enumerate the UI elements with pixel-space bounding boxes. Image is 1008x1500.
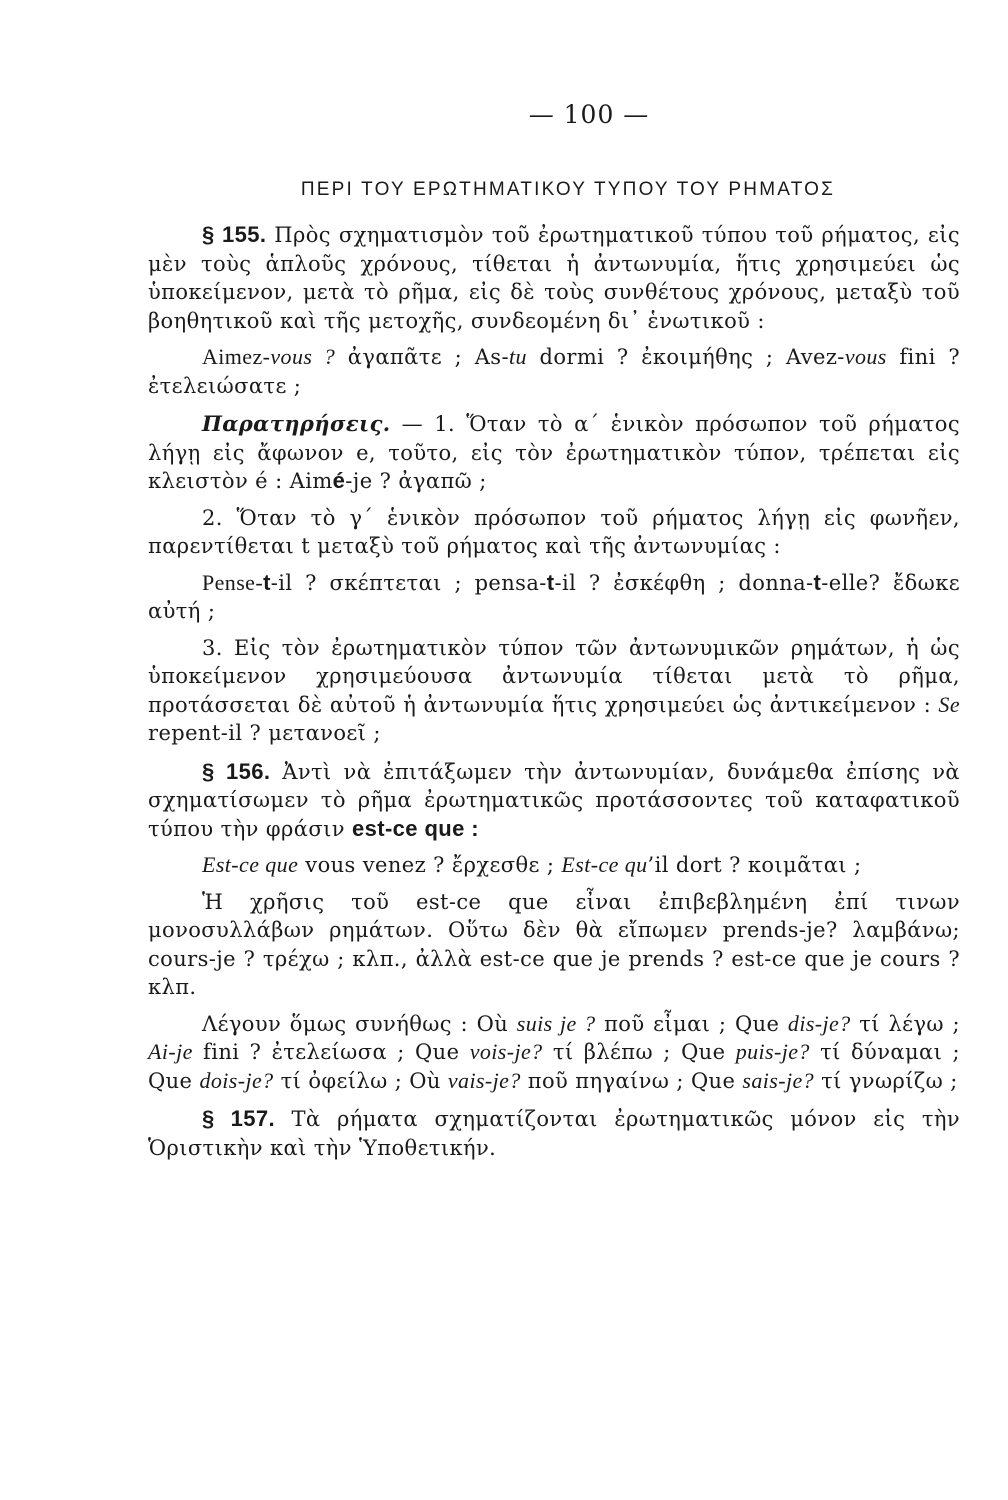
remarks-note-2: 2. Ὅταν τὸ γ´ ἑνικὸν πρόσωπον τοῦ ρήματος λήγῃ εἰς φωνῆεν, παρεντίθεται t μεταξὺ τοῦ ρήματος καὶ τῆς ἀντωνυμίας : [148,505,960,558]
remarks-note-3: 3. Εἰς τὸν ἐρωτηματικὸν τύπον τῶν ἀντωνυμικῶν ρημάτων, ἡ ὡς ὑποκείμενον χρησιμεύουσα ἀντωνυμία τίθεται μετὰ τὸ ρῆμα, προτάσσεται δὲ αὐτοῦ ἡ ἀντωνυμία ἥτις χρησιμεύει ὡς ἀντικείμενον : Se repent-il ? μετανοεῖ ; [148,635,960,745]
example-line-3: Est-ce que vous venez ? ἔρχεσθε ; Est-ce qu’il dort ? κοιμᾶται ; [202,852,862,877]
paragraph-155-text: Πρὸς σχηματισμὸν τοῦ ἐρωτηματικοῦ τύπου τοῦ ρήματος, εἰς μὲν τοὺς ἁπλοῦς χρόνους, τίθεται ἡ ἀντωνυμία, ἥτις χρησιμεύει ὡς ὑποκείμενον, μετὰ τὸ ρῆμα, εἰς δὲ τοὺς συνθέτους χρόνους, μεταξὺ τοῦ βοηθητικοῦ καὶ τῆς μετοχῆς, συνδεομένη δι᾽ ἑνωτικοῦ : [148,223,960,333]
example-line-1: Aimez-vous ? ἀγαπᾶτε ; As-tu dormi ? ἐκοιμήθης ; Avez-vous fini ? ἐτελειώσατε ; [148,344,961,398]
section-number-156: § 156. [202,758,271,784]
remarks-note-1: Παρατηρήσεις. — 1. Ὅταν τὸ α´ ἑνικὸν πρόσωπον τοῦ ρήματος λήγῃ εἰς ἄφωνον e, τοῦτο, εἰς τὸν ἐρωτηματικὸν τύπον, τρέπεται εἰς κλειστὸν é : Aimé-je ? ἀγαπῶ ; [148,411,960,493]
section-heading: ΠΕΡΙ ΤΟΥ ΕΡΩΤΗΜΑΤΙΚΟΥ ΤΥΠΟΥ ΤΟΥ ΡΗΜΑΤΟΣ [300,179,836,200]
remarks-title: Παρατηρήσεις. [202,411,391,436]
examples-paragraph: Λέγουν ὅμως συνήθως : Où suis je ? ποῦ εἶμαι ; Que dis-je? τί λέγω ; Ai-je fini ? ἐτελείωσα ; Que vois-je? τί βλέπω ; Que puis-je? τί δύναμαι ; Que dois-je? τί ὀφείλω ; Où vais-je? ποῦ πηγαίνω ; Que sais-je? τί γνωρίζω ; [148,1010,960,1093]
book-page [148,100,960,1162]
section-number-157: § 157. [202,1106,275,1131]
section-number-155: § 155. [202,222,267,247]
page-number: — 100 — [528,100,650,129]
example-line-2: Pense-t-il ? σκέπτεται ; pensa-t-il ? ἐσκέφθη ; donna-t-elle? ἔδωκε αὐτή ; [148,569,960,623]
est-ce-que-phrase: est-ce que : [351,815,480,841]
paragraph-155 [148,221,960,335]
usage-paragraph: Ἡ χρῆσις τοῦ est-ce que εἶναι ἐπιβεβλημένη ἐπί τινων μονοσυλλάβων ρημάτων. Οὕτω δὲν θὰ εἴπωμεν prends-je? λαμβάνω; cours-je ? τρέχω ; κλπ., ἀλλὰ est-ce que je prends ? est-ce que je cours ? κλπ. [148,889,960,999]
paragraph-157: § 157. Τὰ ρήματα σχηματίζονται ἐρωτηματικῶς μόνον εἰς τὴν Ὁριστικὴν καὶ τὴν Ὑποθετικήν. [148,1106,960,1160]
paragraph-156: § 156. Ἀντὶ νὰ ἐπιτάξωμεν τὴν ἀντωνυμίαν, δυνάμεθα ἐπίσης νὰ σχηματίσωμεν τὸ ρῆμα ἐρωτηματικῶς προτάσσοντες τοῦ καταφατικοῦ τύπου τὴν φράσιν est-ce que : [148,758,960,841]
